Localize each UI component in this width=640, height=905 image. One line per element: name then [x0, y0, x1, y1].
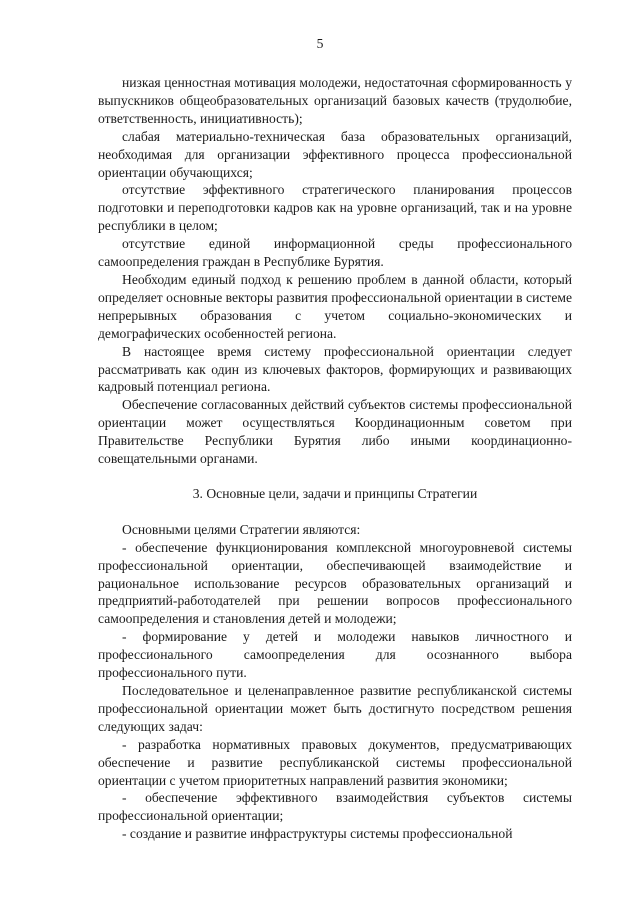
document-body	[98, 74, 572, 843]
paragraph: Последовательное и целенаправленное развитие республиканской системы профессиональной ориентации может быть достигнуто посредством решения следующих задач:	[98, 683, 572, 734]
paragraph: низкая ценностная мотивация молодежи, недостаточная сформированность у выпускников общеобразовательных организаций базовых качеств (трудолюбие, ответственность, инициативность);	[98, 75, 572, 126]
list-item: - разработка нормативных правовых документов, предусматривающих обеспечение и развитие республиканской системы профессиональной ориентации с учетом приоритетных направлений развития экономики;	[98, 736, 572, 788]
paragraph: В настоящее время систему профессиональной ориентации следует рассматривать как один из ключевых факторов, формирующих и развивающих кадровый потенциал региона.	[98, 343, 572, 395]
paragraph: слабая материально-техническая база образовательных организаций, необходимая для организации эффективного процесса профессиональной ориентации обучающихся;	[98, 128, 572, 180]
paragraph: отсутствие единой информационной среды профессионального самоопределения граждан в Республике Бурятия.	[98, 236, 572, 270]
list-item: - обеспечение эффективного взаимодействия субъектов системы профессиональной ориентации;	[98, 790, 572, 824]
paragraph: отсутствие эффективного стратегического планирования процессов подготовки и переподготовки кадров как на уровне организаций, так и на уровне республики в целом;	[98, 182, 572, 234]
list-item: - обеспечение функционирования комплексной многоуровневой системы профессиональной ориентации, обеспечивающей взаимодействие и рациональное использование ресурсов образовательных организаций и предприятий-работодателей при решении вопросов профессионального самоопределения и становления детей и молодежи;	[98, 539, 572, 627]
page-number: 5	[316, 36, 324, 51]
paragraph: Основными целями Стратегии являются:	[122, 521, 361, 537]
list-item: - формирование у детей и молодежи навыков личностного и профессионального самоопределения для осознанного выбора профессионального пути.	[98, 629, 572, 681]
paragraph: Обеспечение согласованных действий субъектов системы профессиональной ориентации может осуществляться Координационным советом при Правительстве Республики Бурятия либо иными координационно-совещательными органами.	[98, 397, 572, 467]
paragraph: Необходим единый подход к решению проблем в данной области, который определяет основные векторы развития профессиональной ориентации в системе непрерывных образования с учетом социально-экономических и демографических особенностей региона.	[98, 271, 572, 341]
section-heading: 3. Основные цели, задачи и принципы Стратегии	[192, 485, 478, 501]
list-item: - создание и развитие инфраструктуры системы профессиональной	[122, 826, 513, 842]
